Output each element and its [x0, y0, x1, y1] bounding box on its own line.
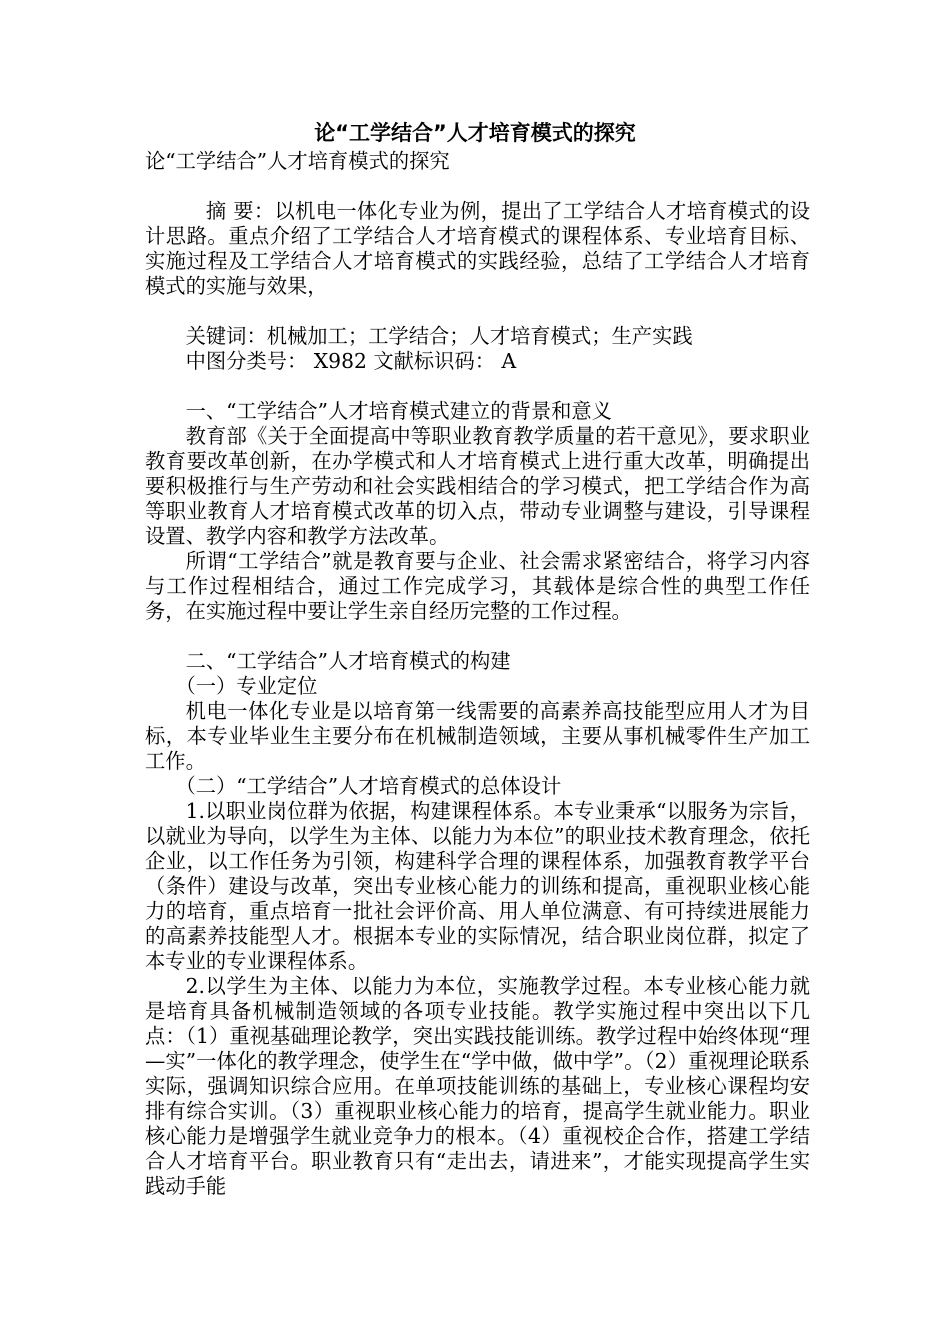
- subsection2-paragraph-2: 2.以学生为主体、以能力为本位，实施教学过程。本专业核心能力就是培育具备机械制造领域的各项专业技能。教学实施过程中突出以下几点：（1）重视基础理论教学，突出实践技能训练。教学过程中始终体现“理—实”一体化的教学理念，使学生在“学中做，做中学”。（2）重视理论联系实际，强调知识综合应用。在单项技能训练的基础上，专业核心课程均安排有综合实训。（3）重视职业核心能力的培育，提高学生就业能力。职业核心能力是增强学生就业竞争力的根本。（4）重视校企合作，搭建工学结合人才培育平台。职业教育只有“走出去，请进来”，才能实现提高学生实践动手能: [145, 974, 810, 1198]
- classification-line: 中图分类号： X982 文献标识码： A: [185, 349, 517, 373]
- spacer: [145, 174, 810, 199]
- section2-heading: 二、“工学结合”人才培育模式的构建: [185, 649, 511, 673]
- section1-heading: 一、“工学结合”人才培育模式建立的背景和意义: [185, 399, 612, 423]
- subsection2-paragraph-1: 1.以职业岗位群为依据，构建课程体系。本专业秉承“以服务为宗旨，以就业为导向，以学生为主体、以能力为本位”的职业技术教育理念，依托企业，以工作任务为引领，构建科学合理的课程体系，加强教育教学平台（条件）建设与改革，突出专业核心能力的训练和提高，重视职业核心能力的培育，重点培育一批社会评价高、用人单位满意、有可持续进展能力的高素养技能型人才。根据本专业的实际情况，结合职业岗位群，拟定了本专业的专业课程体系。: [145, 799, 810, 973]
- abstract-paragraph: 摘 要：以机电一体化专业为例，提出了工学结合人才培育模式的设计思路。重点介绍了工学结合人才培育模式的课程体系、专业培育目标、实施过程及工学结合人才培育模式的实践经验，总结了工学结合人才培育模式的实施与效果，: [145, 199, 810, 298]
- subsection2-heading: （二）“工学结合”人才培育模式的总体设计: [175, 774, 562, 798]
- section1-paragraph-2: 所谓“工学结合”就是教育要与企业、社会需求紧密结合，将学习内容与工作过程相结合，通过工作完成学习，其载体是综合性的典型工作任务，在实施过程中要让学生亲自经历完整的工作过程。: [145, 549, 810, 623]
- document-title: 论“工学结合”人才培育模式的探究: [314, 121, 636, 145]
- keywords-line: 关键词：机械加工；工学结合；人才培育模式；生产实践: [185, 324, 693, 348]
- spacer: [145, 374, 810, 399]
- spacer: [145, 299, 810, 324]
- spacer: [145, 624, 810, 649]
- subsection1-paragraph: 机电一体化专业是以培育第一线需要的高素养高技能型应用人才为目标，本专业毕业生主要分布在机械制造领域，主要从事机械零件生产加工工作。: [145, 699, 810, 773]
- document-subtitle: 论“工学结合”人才培育模式的探究: [145, 149, 450, 173]
- subsection1-heading: （一）专业定位: [175, 674, 318, 698]
- document-body: [145, 149, 810, 1199]
- section1-paragraph-1: 教育部《关于全面提高中等职业教育教学质量的若干意见》，要求职业教育要改革创新，在办学模式和人才培育模式上进行重大改革，明确提出要积极推行与生产劳动和社会实践相结合的学习模式，把工学结合作为高等职业教育人才培育模式改革的切入点，带动专业调整与建设，引导课程设置、教学内容和教学方法改革。: [145, 424, 810, 548]
